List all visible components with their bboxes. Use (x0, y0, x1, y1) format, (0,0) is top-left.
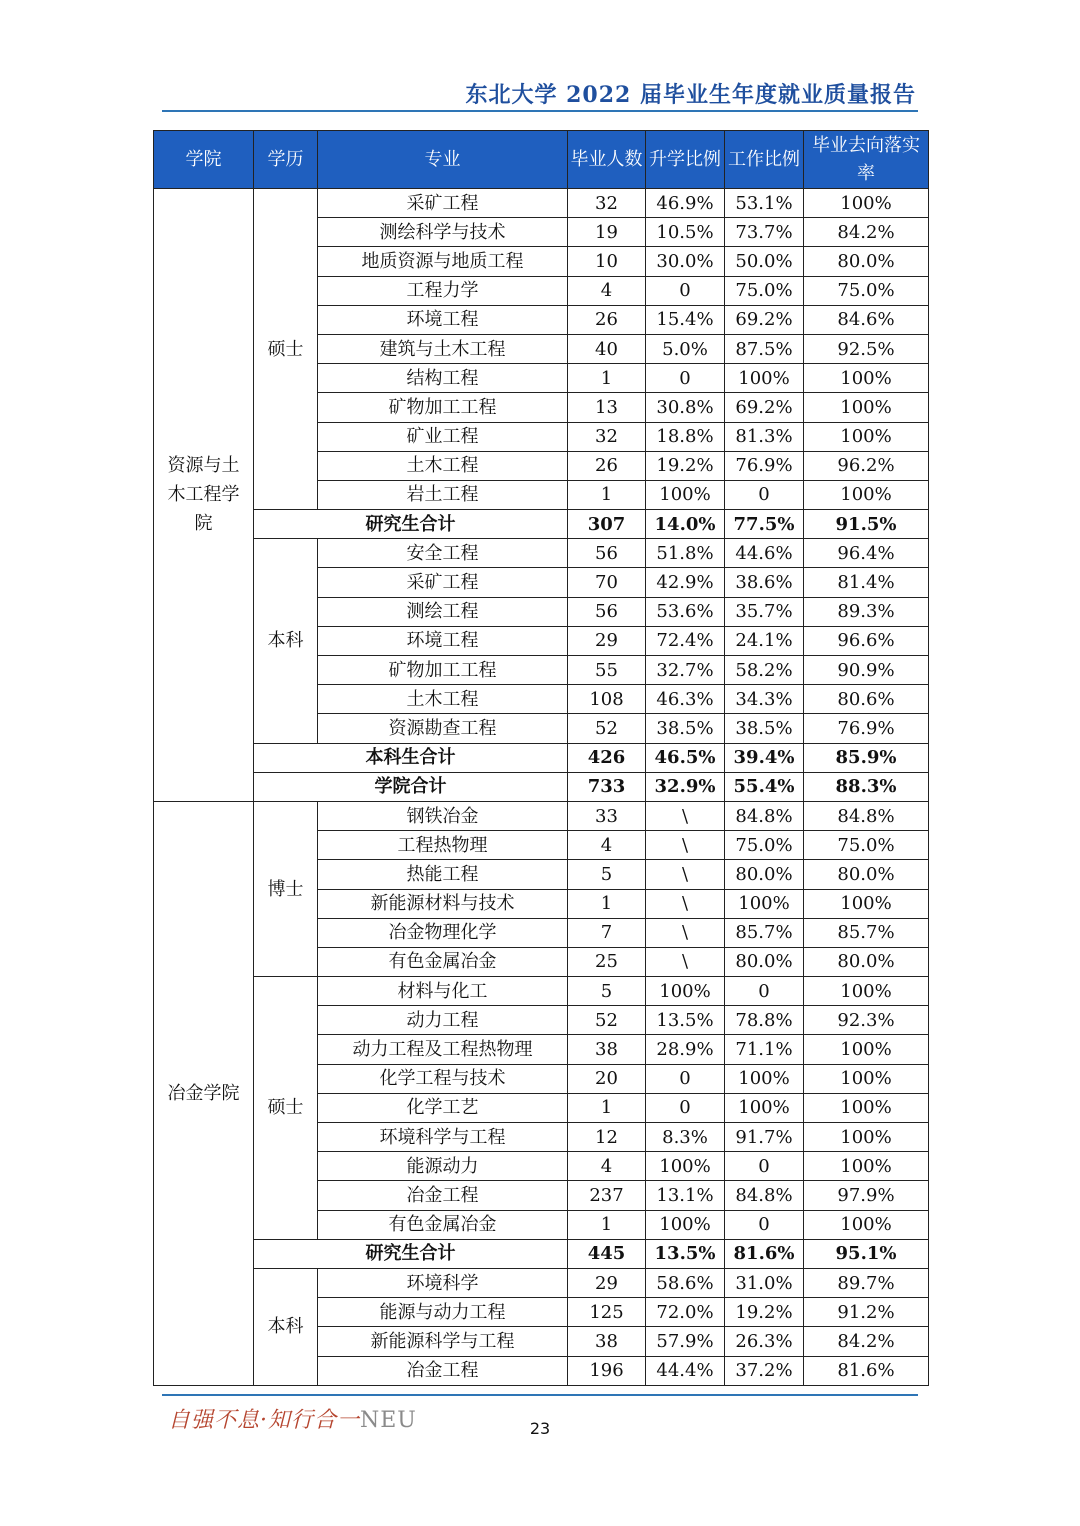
further-study-cell: \ (646, 860, 725, 889)
placement-rate-cell: 89.7% (804, 1268, 929, 1297)
work-cell: 26.3% (725, 1327, 804, 1356)
work-cell: 100% (725, 1064, 804, 1093)
work-cell: 91.7% (725, 1123, 804, 1152)
placement-rate-cell: 84.8% (804, 801, 929, 830)
count-cell: 1 (568, 364, 646, 393)
count-cell: 5 (568, 977, 646, 1006)
major-cell: 钢铁冶金 (318, 801, 568, 830)
placement-rate-cell: 75.0% (804, 831, 929, 860)
col-header-work: 工作比例 (725, 131, 804, 189)
count-cell: 52 (568, 1006, 646, 1035)
table-header-row (154, 131, 929, 189)
further-study-cell: 57.9% (646, 1327, 725, 1356)
count-cell: 26 (568, 451, 646, 480)
placement-rate-cell: 100% (804, 1210, 929, 1239)
work-cell: 75.0% (725, 831, 804, 860)
subtotal-row (154, 1239, 929, 1268)
placement-rate-cell: 100% (804, 189, 929, 218)
col-header-further-study: 升学比例 (646, 131, 725, 189)
header-divider (162, 110, 918, 112)
major-cell: 工程热物理 (318, 831, 568, 860)
work-cell: 85.7% (725, 918, 804, 947)
col-header-placement-rate: 毕业去向落实率 (804, 131, 929, 189)
placement-rate-cell: 84.2% (804, 1327, 929, 1356)
major-cell: 环境工程 (318, 305, 568, 334)
work-cell: 84.8% (725, 801, 804, 830)
count-cell: 32 (568, 422, 646, 451)
count-cell: 32 (568, 189, 646, 218)
subtotal-further-study-cell: 13.5% (646, 1239, 725, 1268)
placement-rate-cell: 80.0% (804, 247, 929, 276)
further-study-cell: \ (646, 831, 725, 860)
major-cell: 能源动力 (318, 1152, 568, 1181)
subtotal-row (154, 743, 929, 772)
further-study-cell: 5.0% (646, 334, 725, 363)
placement-rate-cell: 91.2% (804, 1298, 929, 1327)
work-cell: 19.2% (725, 1298, 804, 1327)
employment-table (153, 130, 929, 1386)
count-cell: 1 (568, 889, 646, 918)
major-cell: 矿业工程 (318, 422, 568, 451)
work-cell: 38.6% (725, 568, 804, 597)
count-cell: 12 (568, 1123, 646, 1152)
subtotal-count-cell: 307 (568, 510, 646, 539)
count-cell: 4 (568, 1152, 646, 1181)
subtotal-row (154, 510, 929, 539)
table-row (154, 977, 929, 1006)
further-study-cell: 42.9% (646, 568, 725, 597)
further-study-cell: 0 (646, 1064, 725, 1093)
col-header-college: 学院 (154, 131, 254, 189)
further-study-cell: \ (646, 801, 725, 830)
count-cell: 70 (568, 568, 646, 597)
placement-rate-cell: 100% (804, 889, 929, 918)
placement-rate-cell: 84.6% (804, 305, 929, 334)
count-cell: 33 (568, 801, 646, 830)
college-total-label: 学院合计 (254, 772, 568, 801)
further-study-cell: 0 (646, 364, 725, 393)
major-cell: 矿物加工工程 (318, 656, 568, 685)
count-cell: 25 (568, 947, 646, 976)
further-study-cell: 13.1% (646, 1181, 725, 1210)
work-cell: 0 (725, 1152, 804, 1181)
work-cell: 71.1% (725, 1035, 804, 1064)
subtotal-label: 研究生合计 (254, 1239, 568, 1268)
further-study-cell: 18.8% (646, 422, 725, 451)
major-cell: 安全工程 (318, 539, 568, 568)
work-cell: 34.3% (725, 685, 804, 714)
count-cell: 26 (568, 305, 646, 334)
further-study-cell: 100% (646, 1152, 725, 1181)
placement-rate-cell: 92.3% (804, 1006, 929, 1035)
work-cell: 38.5% (725, 714, 804, 743)
further-study-cell: 15.4% (646, 305, 725, 334)
further-study-cell: 0 (646, 276, 725, 305)
subtotal-count-cell: 426 (568, 743, 646, 772)
degree-cell: 博士 (254, 801, 318, 976)
count-cell: 7 (568, 918, 646, 947)
work-cell: 37.2% (725, 1356, 804, 1385)
placement-rate-cell: 97.9% (804, 1181, 929, 1210)
major-cell: 冶金物理化学 (318, 918, 568, 947)
major-cell: 采矿工程 (318, 568, 568, 597)
table-row (154, 1268, 929, 1297)
work-cell: 80.0% (725, 860, 804, 889)
count-cell: 55 (568, 656, 646, 685)
major-cell: 化学工程与技术 (318, 1064, 568, 1093)
major-cell: 测绘工程 (318, 597, 568, 626)
work-cell: 76.9% (725, 451, 804, 480)
subtotal-further-study-cell: 46.5% (646, 743, 725, 772)
placement-rate-cell: 100% (804, 1123, 929, 1152)
subtotal-placement-rate-cell: 95.1% (804, 1239, 929, 1268)
further-study-cell: 100% (646, 977, 725, 1006)
further-study-cell: 72.0% (646, 1298, 725, 1327)
placement-rate-cell: 100% (804, 422, 929, 451)
major-cell: 岩土工程 (318, 480, 568, 509)
work-cell: 80.0% (725, 947, 804, 976)
major-cell: 环境科学 (318, 1268, 568, 1297)
placement-rate-cell: 85.7% (804, 918, 929, 947)
work-cell: 100% (725, 364, 804, 393)
work-cell: 35.7% (725, 597, 804, 626)
count-cell: 237 (568, 1181, 646, 1210)
further-study-cell: 72.4% (646, 626, 725, 655)
major-cell: 建筑与土木工程 (318, 334, 568, 363)
table-body (154, 189, 929, 1386)
major-cell: 冶金工程 (318, 1181, 568, 1210)
major-cell: 土木工程 (318, 451, 568, 480)
major-cell: 能源与动力工程 (318, 1298, 568, 1327)
further-study-cell: 100% (646, 480, 725, 509)
work-cell: 78.8% (725, 1006, 804, 1035)
work-cell: 87.5% (725, 334, 804, 363)
major-cell: 材料与化工 (318, 977, 568, 1006)
placement-rate-cell: 89.3% (804, 597, 929, 626)
placement-rate-cell: 96.6% (804, 626, 929, 655)
count-cell: 13 (568, 393, 646, 422)
table-row (154, 189, 929, 218)
placement-rate-cell: 80.0% (804, 947, 929, 976)
further-study-cell: 19.2% (646, 451, 725, 480)
further-study-cell: 13.5% (646, 1006, 725, 1035)
count-cell: 38 (568, 1327, 646, 1356)
work-cell: 100% (725, 1093, 804, 1122)
further-study-cell: 58.6% (646, 1268, 725, 1297)
major-cell: 新能源科学与工程 (318, 1327, 568, 1356)
major-cell: 热能工程 (318, 860, 568, 889)
college-name-cell: 冶金学院 (154, 801, 254, 1385)
count-cell: 20 (568, 1064, 646, 1093)
count-cell: 4 (568, 831, 646, 860)
major-cell: 矿物加工工程 (318, 393, 568, 422)
count-cell: 52 (568, 714, 646, 743)
count-cell: 29 (568, 626, 646, 655)
page-number: 23 (529, 1419, 551, 1438)
total-further-study-cell: 32.9% (646, 772, 725, 801)
placement-rate-cell: 76.9% (804, 714, 929, 743)
major-cell: 测绘科学与技术 (318, 218, 568, 247)
count-cell: 1 (568, 1093, 646, 1122)
placement-rate-cell: 100% (804, 480, 929, 509)
major-cell: 有色金属冶金 (318, 947, 568, 976)
subtotal-work-cell: 77.5% (725, 510, 804, 539)
further-study-cell: \ (646, 889, 725, 918)
further-study-cell: 51.8% (646, 539, 725, 568)
further-study-cell: 32.7% (646, 656, 725, 685)
further-study-cell: 28.9% (646, 1035, 725, 1064)
further-study-cell: 38.5% (646, 714, 725, 743)
work-cell: 73.7% (725, 218, 804, 247)
placement-rate-cell: 96.2% (804, 451, 929, 480)
total-count-cell: 733 (568, 772, 646, 801)
work-cell: 0 (725, 977, 804, 1006)
placement-rate-cell: 80.0% (804, 860, 929, 889)
major-cell: 新能源材料与技术 (318, 889, 568, 918)
placement-rate-cell: 100% (804, 393, 929, 422)
count-cell: 40 (568, 334, 646, 363)
placement-rate-cell: 100% (804, 364, 929, 393)
major-cell: 环境科学与工程 (318, 1123, 568, 1152)
work-cell: 31.0% (725, 1268, 804, 1297)
placement-rate-cell: 75.0% (804, 276, 929, 305)
further-study-cell: 46.3% (646, 685, 725, 714)
work-cell: 100% (725, 889, 804, 918)
count-cell: 38 (568, 1035, 646, 1064)
major-cell: 结构工程 (318, 364, 568, 393)
major-cell: 有色金属冶金 (318, 1210, 568, 1239)
count-cell: 5 (568, 860, 646, 889)
placement-rate-cell: 100% (804, 1152, 929, 1181)
count-cell: 1 (568, 480, 646, 509)
major-cell: 动力工程及工程热物理 (318, 1035, 568, 1064)
count-cell: 4 (568, 276, 646, 305)
major-cell: 化学工艺 (318, 1093, 568, 1122)
subtotal-count-cell: 445 (568, 1239, 646, 1268)
work-cell: 75.0% (725, 276, 804, 305)
count-cell: 56 (568, 539, 646, 568)
major-cell: 资源勘查工程 (318, 714, 568, 743)
subtotal-work-cell: 39.4% (725, 743, 804, 772)
footer-divider (162, 1394, 918, 1396)
placement-rate-cell: 96.4% (804, 539, 929, 568)
subtotal-further-study-cell: 14.0% (646, 510, 725, 539)
work-cell: 81.3% (725, 422, 804, 451)
placement-rate-cell: 81.4% (804, 568, 929, 597)
count-cell: 10 (568, 247, 646, 276)
count-cell: 108 (568, 685, 646, 714)
college-name-cell: 资源与土木工程学院 (154, 189, 254, 802)
further-study-cell: \ (646, 947, 725, 976)
placement-rate-cell: 81.6% (804, 1356, 929, 1385)
count-cell: 29 (568, 1268, 646, 1297)
major-cell: 动力工程 (318, 1006, 568, 1035)
work-cell: 50.0% (725, 247, 804, 276)
work-cell: 84.8% (725, 1181, 804, 1210)
placement-rate-cell: 100% (804, 1064, 929, 1093)
work-cell: 53.1% (725, 189, 804, 218)
college-total-row (154, 772, 929, 801)
subtotal-placement-rate-cell: 85.9% (804, 743, 929, 772)
placement-rate-cell: 92.5% (804, 334, 929, 363)
work-cell: 0 (725, 480, 804, 509)
degree-cell: 本科 (254, 1268, 318, 1385)
further-study-cell: 46.9% (646, 189, 725, 218)
placement-rate-cell: 100% (804, 1035, 929, 1064)
major-cell: 工程力学 (318, 276, 568, 305)
count-cell: 1 (568, 1210, 646, 1239)
major-cell: 环境工程 (318, 626, 568, 655)
col-header-count: 毕业人数 (568, 131, 646, 189)
work-cell: 58.2% (725, 656, 804, 685)
placement-rate-cell: 90.9% (804, 656, 929, 685)
work-cell: 0 (725, 1210, 804, 1239)
further-study-cell: 10.5% (646, 218, 725, 247)
total-placement-rate-cell: 88.3% (804, 772, 929, 801)
further-study-cell: 0 (646, 1093, 725, 1122)
further-study-cell: 8.3% (646, 1123, 725, 1152)
degree-cell: 硕士 (254, 189, 318, 510)
subtotal-work-cell: 81.6% (725, 1239, 804, 1268)
work-cell: 44.6% (725, 539, 804, 568)
placement-rate-cell: 100% (804, 977, 929, 1006)
count-cell: 56 (568, 597, 646, 626)
work-cell: 69.2% (725, 305, 804, 334)
major-cell: 土木工程 (318, 685, 568, 714)
degree-cell: 硕士 (254, 977, 318, 1240)
major-cell: 采矿工程 (318, 189, 568, 218)
count-cell: 125 (568, 1298, 646, 1327)
placement-rate-cell: 100% (804, 1093, 929, 1122)
placement-rate-cell: 84.2% (804, 218, 929, 247)
slogan-neu: NEU (360, 1408, 417, 1433)
total-work-cell: 55.4% (725, 772, 804, 801)
work-cell: 24.1% (725, 626, 804, 655)
further-study-cell: 30.0% (646, 247, 725, 276)
report-header-title: 东北大学 2022 届毕业生年度就业质量报告 (465, 82, 916, 108)
subtotal-label: 研究生合计 (254, 510, 568, 539)
subtotal-placement-rate-cell: 91.5% (804, 510, 929, 539)
col-header-major: 专业 (318, 131, 568, 189)
table-row (154, 801, 929, 830)
further-study-cell: 44.4% (646, 1356, 725, 1385)
further-study-cell: 100% (646, 1210, 725, 1239)
major-cell: 地质资源与地质工程 (318, 247, 568, 276)
table-row (154, 539, 929, 568)
work-cell: 69.2% (725, 393, 804, 422)
count-cell: 196 (568, 1356, 646, 1385)
col-header-degree: 学历 (254, 131, 318, 189)
placement-rate-cell: 80.6% (804, 685, 929, 714)
slogan-text: 自强不息·知行合一 (168, 1408, 360, 1433)
degree-cell: 本科 (254, 539, 318, 743)
major-cell: 冶金工程 (318, 1356, 568, 1385)
subtotal-label: 本科生合计 (254, 743, 568, 772)
further-study-cell: \ (646, 918, 725, 947)
count-cell: 19 (568, 218, 646, 247)
further-study-cell: 53.6% (646, 597, 725, 626)
further-study-cell: 30.8% (646, 393, 725, 422)
